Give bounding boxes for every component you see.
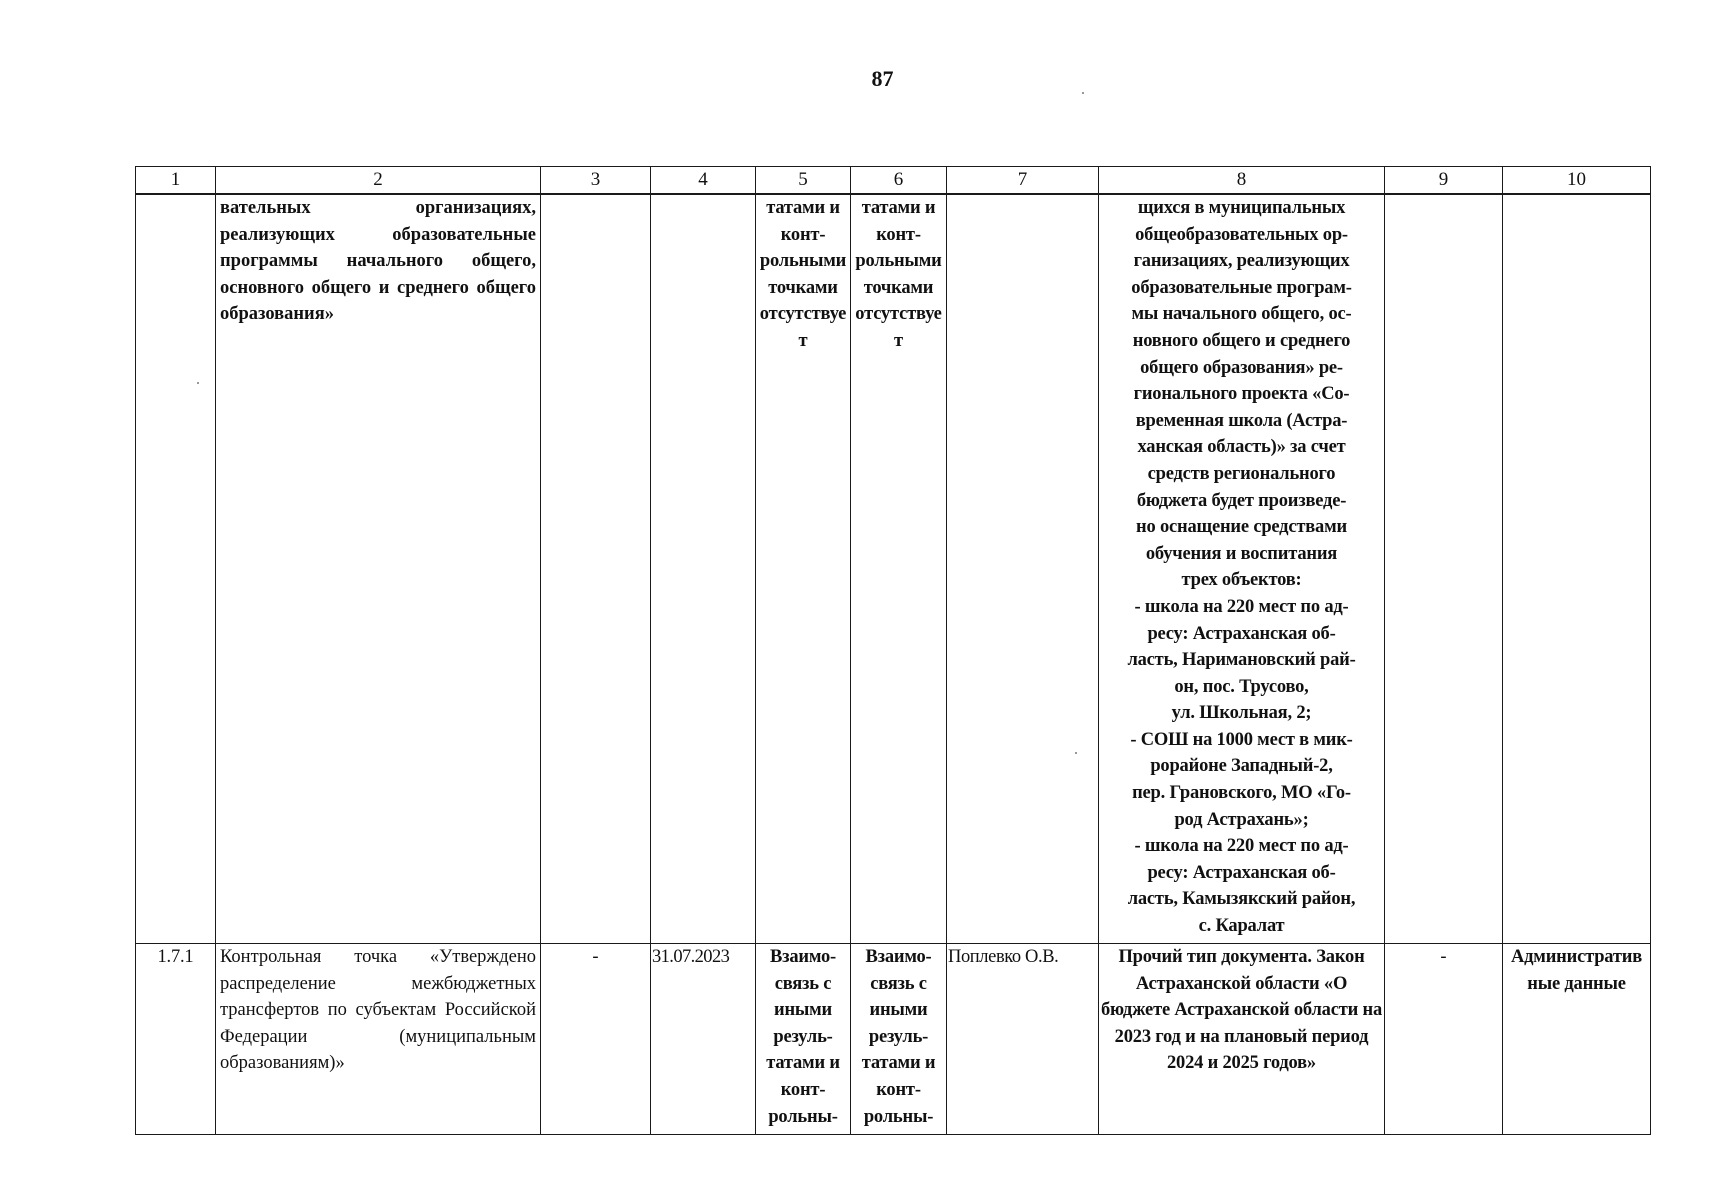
cell-col10 bbox=[1503, 194, 1651, 944]
text-line: образовательные програм- bbox=[1131, 277, 1352, 298]
table-header-row bbox=[136, 167, 1651, 195]
text-line: средств регионального bbox=[1147, 463, 1336, 484]
table-row bbox=[136, 944, 1651, 1135]
cell-col6: Взаимо-связь с иными резуль-татами и конт-рольны- bbox=[851, 944, 947, 1135]
responsible-cell: Поплевко О.В. bbox=[947, 944, 1099, 1135]
text-line: ул. Школьная, 2; bbox=[1171, 703, 1312, 724]
cell-col9: - bbox=[1385, 944, 1503, 1135]
text-line: мы начального общего, ос- bbox=[1131, 304, 1352, 325]
deadline-cell: 31.07.2023 bbox=[651, 944, 756, 1135]
text-line: ресу: Астраханская об- bbox=[1147, 862, 1336, 883]
text-line: но оснащение средствами bbox=[1136, 517, 1347, 538]
text-line: щихся в муниципальных bbox=[1137, 198, 1346, 218]
text-line: - школа на 220 мест по ад- bbox=[1134, 596, 1349, 617]
cell-col4 bbox=[651, 194, 756, 944]
table-row bbox=[136, 194, 1651, 944]
text-line: трех объектов: bbox=[1181, 570, 1302, 591]
cell-col5: Взаимо-связь с иными резуль-татами и конт-рольны- bbox=[756, 944, 851, 1135]
cell-col6: татами и конт-рольными точками отсутствует bbox=[851, 194, 947, 944]
column-header: 1 bbox=[136, 167, 216, 195]
text-line: он, пос. Трусово, bbox=[1174, 676, 1309, 697]
cell-col5: татами и конт-рольными точками отсутствует bbox=[756, 194, 851, 944]
column-header: 2 bbox=[216, 167, 541, 195]
row-number-cell bbox=[136, 194, 216, 944]
text-line: ханская область)» за счет bbox=[1137, 437, 1346, 458]
text-line: гионального проекта «Со- bbox=[1133, 384, 1350, 405]
text-line: новного общего и среднего bbox=[1132, 330, 1351, 351]
column-header: 7 bbox=[947, 167, 1099, 195]
text-line: ресу: Астраханская об- bbox=[1147, 623, 1336, 644]
row-description-cell: вательных организациях, реализующих образовательные программы начального общего, основного общего и среднего общего образования» bbox=[216, 194, 541, 944]
row-description-cell: Контрольная точка «Утверждено распределение межбюджетных трансфертов по субъектам Российской Федерации (муниципальным образованиям)» bbox=[216, 944, 541, 1135]
column-header: 3 bbox=[541, 167, 651, 195]
text-line: с. Каралат bbox=[1198, 916, 1285, 937]
cell-col3 bbox=[541, 194, 651, 944]
text-line: - СОШ на 1000 мест в мик- bbox=[1130, 729, 1353, 750]
text-line: - школа на 220 мест по ад- bbox=[1134, 836, 1349, 857]
data-source-cell: Административные данные bbox=[1503, 944, 1651, 1135]
cell-col9 bbox=[1385, 194, 1503, 944]
column-header: 6 bbox=[851, 167, 947, 195]
text-line: бюджета будет произведе- bbox=[1136, 490, 1347, 511]
text-line: общеобразовательных ор- bbox=[1135, 224, 1348, 245]
cell-col7 bbox=[947, 194, 1099, 944]
text-line: рорайоне Западный-2, bbox=[1150, 756, 1333, 777]
result-description-cell: Прочий тип документа. Закон Астраханской области «О бюджете Астраханской области на 2023 год и на плановый период 2024 и 2025 годов» bbox=[1099, 944, 1385, 1135]
text-line: обучения и воспитания bbox=[1145, 543, 1338, 564]
text-line: род Астрахань»; bbox=[1174, 809, 1309, 830]
page-number: 87 bbox=[871, 66, 894, 91]
document-table bbox=[135, 166, 1651, 1135]
text-line: пер. Грановского, МО «Го- bbox=[1132, 783, 1351, 804]
column-header: 10 bbox=[1503, 167, 1651, 195]
text-line: временная школа (Астра- bbox=[1135, 410, 1348, 431]
row-number-cell: 1.7.1 bbox=[136, 944, 216, 1135]
cell-col3: - bbox=[541, 944, 651, 1135]
text-line: общего образования» ре- bbox=[1140, 357, 1343, 378]
text-line: ласть, Камызякский район, bbox=[1127, 889, 1356, 910]
scan-speck bbox=[1082, 92, 1084, 94]
text-line: ласть, Наримановский рай- bbox=[1127, 650, 1356, 671]
column-header: 5 bbox=[756, 167, 851, 195]
column-header: 8 bbox=[1099, 167, 1385, 195]
text-line: ганизациях, реализующих bbox=[1133, 251, 1350, 272]
column-header: 4 bbox=[651, 167, 756, 195]
column-header: 9 bbox=[1385, 167, 1503, 195]
result-description-cell bbox=[1099, 194, 1385, 944]
